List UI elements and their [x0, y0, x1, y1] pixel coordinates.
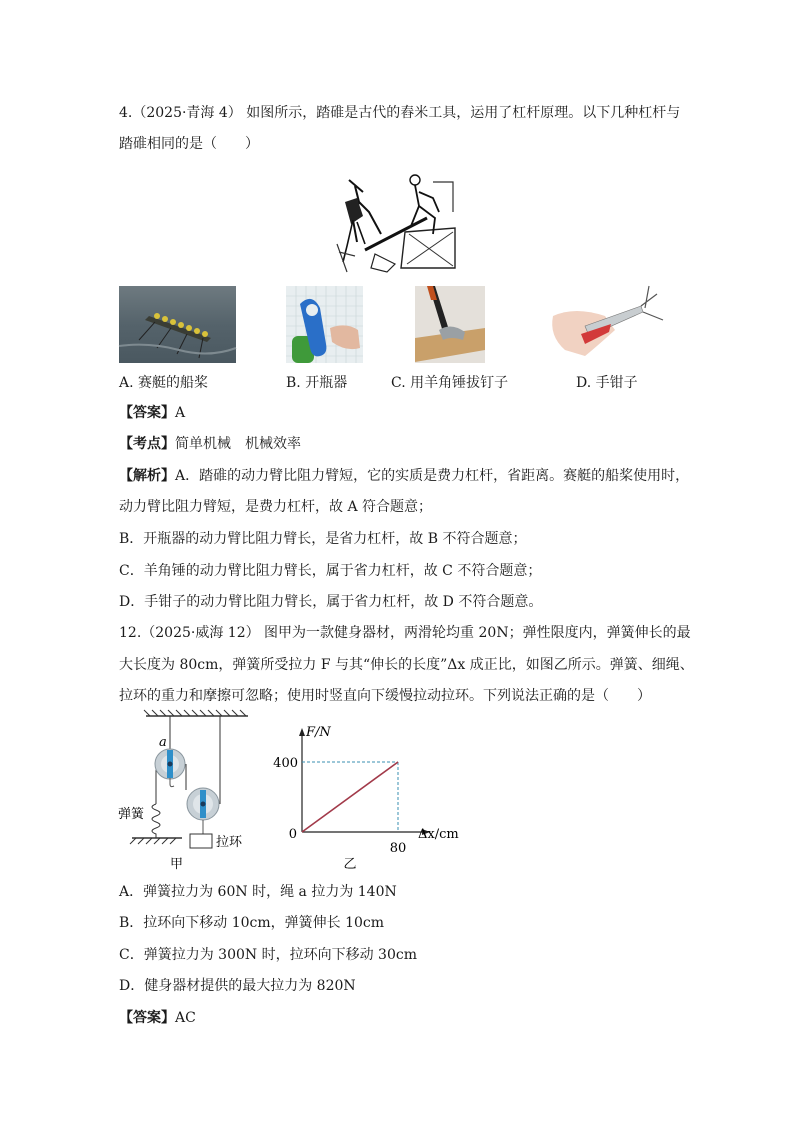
- q12-answer: 【答案】AC: [119, 1010, 196, 1026]
- q4-analysis-line3: B．开瓶器的动力臂比阻力臂长，是省力杠杆，故 B 不符合题意；: [119, 531, 527, 547]
- q4-analysis-line2: 动力臂比阻力臂短，是费力杠杆，故 A 符合题意；: [119, 499, 433, 515]
- q4-analysis-line1: 【解析】A．踏碓的动力臂比阻力臂短，它的实质是费力杠杆，省距离。赛艇的船桨使用时，: [119, 468, 690, 484]
- q12-option-a: A．弹簧拉力为 60N 时，绳 a 拉力为 140N: [119, 884, 397, 900]
- q4-option-d: D. 手钳子: [576, 375, 638, 391]
- rowing-boat-photo: [119, 286, 236, 363]
- y-axis-arrow: [299, 728, 305, 736]
- q4-option-b: B. 开瓶器: [286, 375, 348, 391]
- fig-jia-caption: 甲: [170, 857, 184, 872]
- q4-analysis-line4: C．羊角锤的动力臂比阻力臂长，属于省力杠杆，故 C 不符合题意；: [119, 563, 542, 579]
- rope-label-a: a: [159, 735, 167, 750]
- q12-option-b: B．拉环向下移动 10cm，弹簧伸长 10cm: [119, 915, 385, 931]
- q12-option-d: D．健身器材提供的最大拉力为 820N: [119, 978, 356, 994]
- tadui-illustration: [335, 172, 459, 276]
- spring-label: 弹簧: [118, 807, 145, 822]
- q4-option-a: A. 赛艇的船桨: [119, 375, 209, 391]
- y-tick-label: 400: [273, 756, 298, 771]
- x-axis-label: Δx/cm: [418, 827, 459, 842]
- q4-topic: 【考点】简单机械 机械效率: [119, 436, 301, 452]
- q12-stem-line2: 大长度为 80cm，弹簧所受拉力 F 与其“伸长的长度”Δx 成正比，如图乙所示。弹簧、细绳、: [119, 657, 694, 673]
- q4-analysis-line5: D．手钳子的动力臂比阻力臂长，属于省力杠杆，故 D 不符合题意。: [119, 594, 543, 610]
- q4-answer: 【答案】A: [119, 405, 186, 421]
- pulley-diagram: [118, 712, 268, 872]
- fig-yi-caption: 乙: [343, 857, 357, 872]
- origin-label: 0: [288, 827, 297, 842]
- claw-hammer-photo: [415, 286, 485, 363]
- force-extension-chart: [273, 720, 480, 875]
- ring-label: 拉环: [216, 835, 243, 850]
- q4-stem-line2: 踏碓相同的是（ ）: [119, 136, 259, 152]
- series-line: [302, 762, 398, 832]
- q12-stem-line1: 12.（2025·威海 12） 图甲为一款健身器材，两滑轮均重 20N；弹性限度内，弹簧伸长的最: [119, 625, 691, 641]
- q4-option-c: C. 用羊角锤拔钉子: [391, 375, 509, 391]
- q12-stem-line3: 拉环的重力和摩擦可忽略；使用时竖直向下缓慢拉动拉环。下列说法正确的是（ ）: [119, 688, 651, 704]
- x-tick-label: 80: [389, 841, 407, 856]
- pliers-photo: [545, 286, 668, 363]
- y-axis-label: F/N: [306, 725, 331, 740]
- bottle-opener-photo: [286, 286, 363, 363]
- q4-stem-line1: 4.（2025·青海 4） 如图所示，踏碓是古代的舂米工具，运用了杠杆原理。以下几种杠杆与: [119, 105, 681, 121]
- q12-option-c: C．弹簧拉力为 300N 时，拉环向下移动 30cm: [119, 947, 417, 963]
